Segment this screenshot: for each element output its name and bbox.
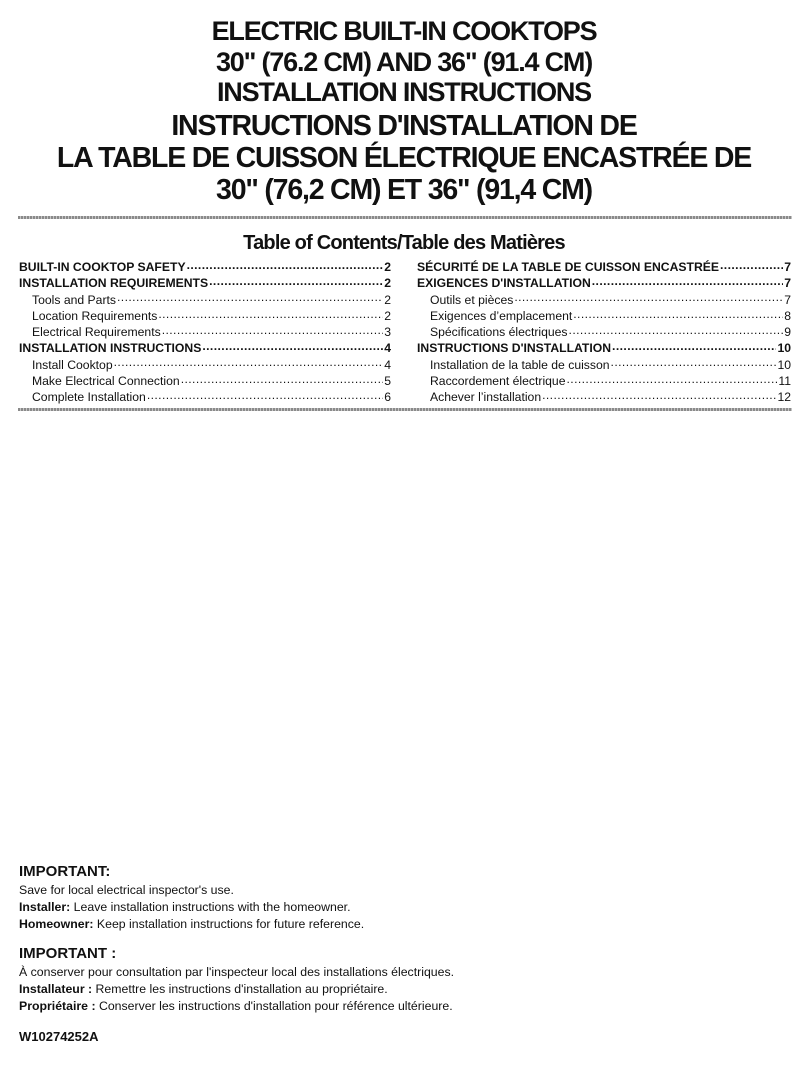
important-notice-english: [19, 862, 779, 933]
toc-entry-page: 7: [784, 260, 791, 274]
title-line-fr-1: INSTRUCTIONS D'INSTALLATION DE: [171, 109, 637, 142]
title-line-en-1: ELECTRIC BUILT-IN COOKTOPS: [211, 16, 597, 46]
notice-heading: IMPORTANT:: [19, 863, 111, 880]
important-notice-french: [19, 944, 779, 1015]
title-line-en-3: INSTALLATION INSTRUCTIONS: [217, 77, 591, 107]
toc-entry-page: 2: [384, 308, 391, 323]
toc-column-french: [417, 259, 791, 406]
toc-entry-page: 8: [784, 308, 791, 323]
toc-dot-leader: [542, 389, 776, 401]
toc-dot-leader: [117, 292, 383, 304]
notice-heading: IMPORTANT :: [19, 945, 117, 962]
toc-entry[interactable]: [417, 340, 791, 356]
notice-line: [19, 998, 779, 1015]
toc-entry-label: SÉCURITÉ DE LA TABLE DE CUISSON ENCASTRÉE: [417, 260, 720, 274]
toc-entry-page: 2: [384, 260, 391, 274]
toc-entry-page: 2: [384, 276, 391, 291]
notice-text: Keep installation instructions for future reference.: [93, 917, 365, 931]
part-number: W10274252A: [19, 1029, 99, 1044]
toc-entry-page: 6: [384, 390, 391, 405]
toc-entry[interactable]: [19, 389, 391, 405]
toc-entry-label: Outils et pièces: [430, 292, 514, 307]
title-line-fr-3: 30" (76,2 CM) ET 36" (91,4 CM): [216, 173, 592, 206]
toc-entry-label: Complete Installation: [32, 390, 146, 405]
toc-dot-leader: [567, 373, 778, 385]
toc-column-english: [19, 259, 391, 406]
toc-entry-page: 11: [778, 374, 791, 389]
toc-entry-label: INSTALLATION INSTRUCTIONS: [19, 341, 202, 356]
toc-dot-leader: [209, 275, 383, 287]
toc-entry[interactable]: [19, 357, 391, 373]
toc-entry[interactable]: [19, 308, 391, 324]
toc-entry[interactable]: [417, 373, 791, 389]
toc-entry-label: INSTALLATION REQUIREMENTS: [19, 276, 209, 291]
top-divider: [18, 216, 792, 219]
toc-entry-page: 4: [384, 341, 391, 356]
toc-entry-label: Install Cooktop: [32, 357, 113, 372]
toc-entry-label: Raccordement électrique: [430, 374, 566, 389]
notice-line: [19, 981, 779, 998]
notice-text: Conserver les instructions d'installation pour référence ultérieure.: [95, 999, 453, 1013]
toc-entry-page: 7: [784, 292, 791, 307]
toc-entry-label: Tools and Parts: [32, 292, 117, 307]
toc-entry-label: Exigences d’emplacement: [430, 308, 573, 323]
toc-entry[interactable]: [19, 275, 391, 291]
toc-entry[interactable]: [19, 292, 391, 308]
toc-dot-leader: [573, 308, 783, 320]
title-line-fr-2: LA TABLE DE CUISSON ÉLECTRIQUE ENCASTRÉE DE: [56, 141, 752, 174]
toc-dot-leader: [612, 340, 776, 352]
toc-dot-leader: [592, 275, 783, 287]
toc-entry-page: 9: [784, 325, 791, 340]
notice-line: Save for local electrical inspector's use.: [19, 883, 234, 897]
toc-entry-label: INSTRUCTIONS D'INSTALLATION: [417, 341, 612, 356]
toc-dot-leader: [611, 357, 777, 369]
document-title: [0, 16, 808, 206]
toc-entry-label: Achever l’installation: [430, 390, 542, 405]
toc-entry[interactable]: [19, 340, 391, 356]
notice-label: Installer:: [19, 900, 71, 914]
title-line-en-2: 30" (76.2 CM) AND 36" (91.4 CM): [215, 46, 592, 77]
notice-text: Leave installation instructions with the homeowner.: [70, 900, 351, 914]
toc-entry-page: 10: [777, 357, 791, 372]
toc-dot-leader: [202, 340, 383, 352]
toc-dot-leader: [158, 308, 383, 320]
notice-line: [19, 916, 779, 933]
toc-entry[interactable]: [19, 259, 391, 275]
toc-dot-leader: [114, 357, 384, 369]
toc-entry-label: Location Requirements: [32, 308, 158, 323]
toc-entry-label: Spécifications électriques: [430, 325, 568, 340]
toc-entry-page: 2: [384, 292, 391, 307]
toc-dot-leader: [181, 373, 384, 385]
toc-entry-page: 3: [384, 325, 391, 340]
toc-entry-page: 4: [384, 357, 391, 372]
toc-entry-label: Make Electrical Connection: [32, 374, 180, 389]
notice-line: À conserver pour consultation par l'inspecteur local des installations électriques.: [19, 965, 455, 979]
toc-entry[interactable]: [19, 373, 391, 389]
notice-label: Installateur :: [19, 982, 93, 996]
toc-dot-leader: [187, 259, 384, 271]
toc-entry[interactable]: [417, 292, 791, 308]
toc-entry-label: Electrical Requirements: [32, 325, 161, 340]
toc-entry-label: EXIGENCES D'INSTALLATION: [417, 276, 591, 291]
notice-text: Remettre les instructions d'installation au propriétaire.: [92, 982, 388, 996]
toc-entry[interactable]: [417, 259, 791, 275]
toc-entry[interactable]: [417, 308, 791, 324]
notice-label: Propriétaire :: [19, 999, 96, 1013]
toc-entry[interactable]: [417, 275, 791, 291]
toc-dot-leader: [514, 292, 783, 304]
toc-entry-label: BUILT-IN COOKTOP SAFETY: [19, 260, 186, 274]
toc-entry-page: 12: [777, 390, 791, 405]
toc-entry-label: Installation de la table de cuisson: [430, 357, 610, 372]
toc-dot-leader: [720, 259, 783, 271]
toc-heading: Table of Contents/Table des Matières: [243, 232, 565, 254]
toc-entry-page: 10: [777, 341, 791, 356]
toc-entry-page: 5: [384, 374, 391, 389]
toc-entry[interactable]: [19, 324, 391, 340]
toc-dot-leader: [569, 324, 784, 336]
toc-entry[interactable]: [417, 357, 791, 373]
notice-label: Homeowner:: [19, 917, 94, 931]
toc-entry-page: 7: [784, 276, 791, 291]
toc-entry[interactable]: [417, 389, 791, 405]
toc-bottom-divider: [18, 408, 792, 411]
toc-dot-leader: [147, 389, 383, 401]
toc-entry[interactable]: [417, 324, 791, 340]
toc-dot-leader: [162, 324, 384, 336]
notice-line: [19, 899, 779, 916]
